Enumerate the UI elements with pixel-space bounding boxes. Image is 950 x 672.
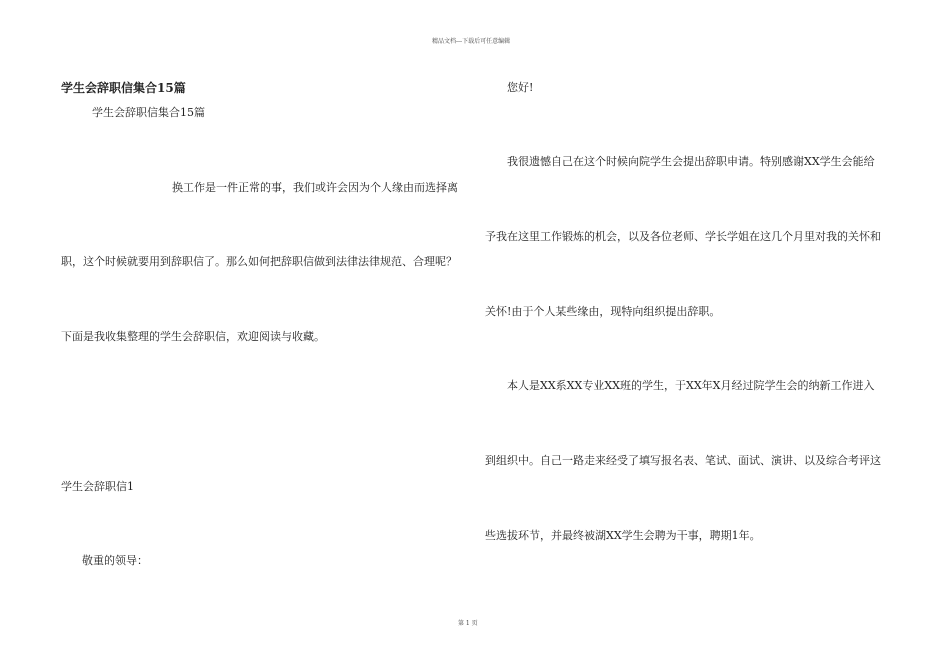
section-heading: 学生会辞职信1 xyxy=(61,480,134,493)
paragraph-line: 到组织中。自己一路走来经受了填写报名表、笔试、面试、演讲、以及综合考评这 xyxy=(485,454,881,467)
page-header: 精品文档---下载后可任意编辑 xyxy=(432,38,511,45)
page-number: 第 1 页 xyxy=(458,620,478,627)
paragraph-line: 我很遗憾自己在这个时候向院学生会提出辞职申请。特别感谢XX学生会能给 xyxy=(507,155,875,168)
paragraph-line: 关怀!由于个人某些缘由，现特向组织提出辞职。 xyxy=(485,305,721,318)
paragraph-line: 换工作是一件正常的事，我们或许会因为个人缘由而选择离 xyxy=(172,181,458,194)
document-subtitle: 学生会辞职信集合15篇 xyxy=(92,106,205,119)
paragraph-line: 本人是XX系XX专业XX班的学生，于XX年X月经过院学生会的纳新工作进入 xyxy=(507,379,875,392)
paragraph-line: 予我在这里工作锻炼的机会，以及各位老师、学长学姐在这几个月里对我的关怀和 xyxy=(485,230,881,243)
paragraph-line: 下面是我收集整理的学生会辞职信，欢迎阅读与收藏。 xyxy=(61,330,325,343)
greeting: 您好! xyxy=(507,81,534,94)
document-title: 学生会辞职信集合15篇 xyxy=(61,81,186,95)
paragraph-line: 些选拔环节，并最终被湖XX学生会聘为干事，聘期1年。 xyxy=(485,529,761,542)
salutation: 敬重的领导： xyxy=(82,554,148,567)
paragraph-line: 职，这个时候就要用到辞职信了。那么如何把辞职信做到法律法律规范、合理呢？ xyxy=(61,255,457,268)
